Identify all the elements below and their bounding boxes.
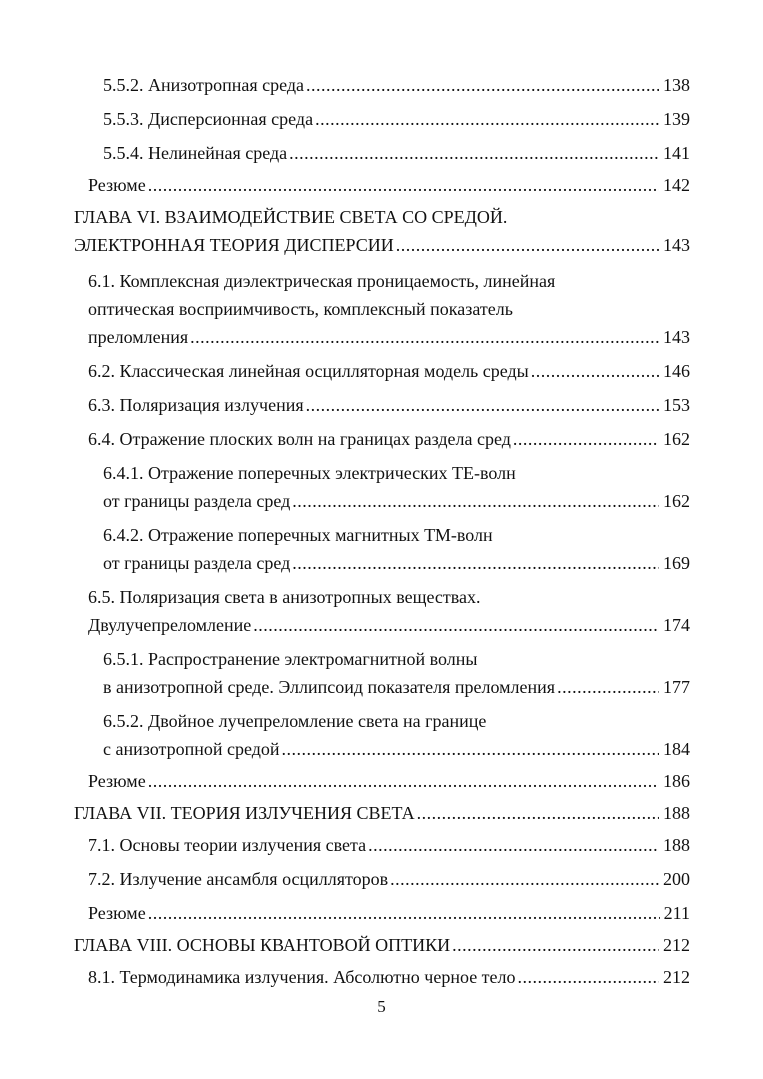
dot-leader bbox=[557, 673, 659, 701]
dot-leader bbox=[368, 831, 659, 859]
dot-leader bbox=[148, 171, 659, 199]
toc-page-number: 212 bbox=[663, 935, 690, 955]
toc-entry-row bbox=[103, 735, 690, 763]
page-number: 5 bbox=[377, 997, 386, 1016]
dot-leader bbox=[253, 611, 659, 639]
toc-page-number: 174 bbox=[663, 615, 690, 635]
toc-entry-title: 7.1. Основы теории излучения света bbox=[88, 835, 367, 855]
toc-entry-title: 5.5.2. Анизотропная среда bbox=[103, 75, 305, 95]
toc-entry bbox=[103, 71, 690, 99]
toc-page-number: 143 bbox=[663, 327, 690, 347]
toc-entry bbox=[88, 425, 690, 453]
table-of-contents bbox=[0, 71, 763, 991]
toc-entry-title: 7.2. Излучение ансамбля осцилляторов bbox=[88, 869, 389, 889]
toc-entry-row bbox=[88, 767, 690, 795]
toc-page-number: 153 bbox=[663, 395, 690, 415]
toc-entry-row bbox=[88, 357, 690, 385]
toc-page-number: 142 bbox=[663, 175, 690, 195]
toc-chapter-entry bbox=[74, 203, 690, 259]
toc-entry-row bbox=[88, 963, 690, 991]
toc-page-number: 200 bbox=[663, 869, 690, 889]
toc-entry-row bbox=[103, 105, 690, 133]
toc-entry-title: 5.5.4. Нелинейная среда bbox=[103, 143, 288, 163]
dot-leader bbox=[148, 899, 660, 927]
toc-entry-row bbox=[74, 931, 690, 959]
toc-entry-title: 5.5.3. Дисперсионная среда bbox=[103, 109, 314, 129]
toc-entry-title: Резюме bbox=[88, 175, 146, 195]
toc-entry-title: 8.1. Термодинамика излучения. Абсолютно черное тело bbox=[88, 967, 516, 987]
toc-entry-title-line: 6.1. Комплексная диэлектрическая проницаемость, линейная bbox=[88, 271, 556, 291]
toc-entry bbox=[103, 707, 690, 763]
dot-leader bbox=[292, 487, 659, 515]
dot-leader bbox=[390, 865, 659, 893]
toc-page-number: 143 bbox=[663, 235, 690, 255]
toc-entry-title-line: оптическая восприимчивость, комплексный показатель bbox=[88, 299, 513, 319]
toc-page-number: 186 bbox=[663, 771, 690, 791]
toc-entry-row bbox=[88, 391, 690, 419]
dot-leader bbox=[513, 425, 659, 453]
toc-entry bbox=[103, 459, 690, 515]
toc-entry bbox=[88, 831, 690, 859]
dot-leader bbox=[518, 963, 659, 991]
toc-entry bbox=[88, 267, 690, 351]
toc-entry-title: от границы раздела сред bbox=[103, 553, 291, 573]
toc-entry bbox=[88, 899, 690, 927]
toc-page-number: 212 bbox=[663, 967, 690, 987]
toc-entry-row bbox=[88, 171, 690, 199]
toc-chapter-entry bbox=[74, 799, 690, 827]
toc-entry-row bbox=[103, 487, 690, 515]
toc-entry-row bbox=[103, 139, 690, 167]
toc-entry bbox=[88, 357, 690, 385]
dot-leader bbox=[148, 767, 659, 795]
toc-page-number: 141 bbox=[663, 143, 690, 163]
toc-entry-title: преломления bbox=[88, 327, 189, 347]
toc-entry-row bbox=[74, 231, 690, 259]
dot-leader bbox=[190, 323, 659, 351]
dot-leader bbox=[417, 799, 659, 827]
toc-entry bbox=[88, 963, 690, 991]
toc-entry bbox=[88, 865, 690, 893]
toc-entry-title: ГЛАВА VII. ТЕОРИЯ ИЗЛУЧЕНИЯ СВЕТА bbox=[74, 803, 415, 823]
toc-page-number: 139 bbox=[663, 109, 690, 129]
dot-leader bbox=[292, 549, 659, 577]
toc-entry bbox=[88, 583, 690, 639]
toc-entry-row bbox=[88, 611, 690, 639]
toc-entry bbox=[103, 105, 690, 133]
toc-entry-title-line: 6.4.1. Отражение поперечных электрических ТЕ-волн bbox=[103, 463, 516, 483]
toc-entry-title: ЭЛЕКТРОННАЯ ТЕОРИЯ ДИСПЕРСИИ bbox=[74, 235, 394, 255]
toc-entry-row bbox=[88, 323, 690, 351]
toc-entry-title: 6.4. Отражение плоских волн на границах раздела сред bbox=[88, 429, 511, 449]
toc-entry-title-line: 6.5.2. Двойное лучепреломление света на границе bbox=[103, 711, 487, 731]
toc-entry-title-line: ГЛАВА VI. ВЗАИМОДЕЙСТВИЕ СВЕТА СО СРЕДОЙ. bbox=[74, 207, 508, 227]
toc-entry-title-line: 6.4.2. Отражение поперечных магнитных ТМ-волн bbox=[103, 525, 493, 545]
toc-entry-title: Резюме bbox=[88, 903, 146, 923]
toc-entry-title: 6.2. Классическая линейная осцилляторная модель среды bbox=[88, 361, 529, 381]
toc-entry bbox=[88, 767, 690, 795]
toc-page-number: 138 bbox=[663, 75, 690, 95]
toc-entry-row bbox=[103, 549, 690, 577]
toc-entry-title: ГЛАВА VIII. ОСНОВЫ КВАНТОВОЙ ОПТИКИ bbox=[74, 935, 451, 955]
toc-page-number: 177 bbox=[663, 677, 690, 697]
toc-entry-row bbox=[103, 673, 690, 701]
toc-entry-row bbox=[88, 865, 690, 893]
toc-entry-title: в анизотропной среде. Эллипсоид показателя преломления bbox=[103, 677, 556, 697]
toc-entry-title-line: 6.5.1. Распространение электромагнитной волны bbox=[103, 649, 478, 669]
toc-entry bbox=[103, 521, 690, 577]
toc-chapter-entry bbox=[74, 931, 690, 959]
dot-leader bbox=[315, 105, 659, 133]
dot-leader bbox=[306, 71, 659, 99]
toc-entry-row bbox=[88, 831, 690, 859]
toc-page-number: 211 bbox=[663, 903, 690, 923]
toc-entry-title: Резюме bbox=[88, 771, 146, 791]
toc-page-number: 184 bbox=[663, 739, 690, 759]
dot-leader bbox=[396, 231, 659, 259]
toc-page-number: 162 bbox=[663, 491, 690, 511]
dot-leader bbox=[452, 931, 659, 959]
dot-leader bbox=[282, 735, 659, 763]
toc-entry bbox=[103, 645, 690, 701]
toc-page-number: 188 bbox=[663, 835, 690, 855]
toc-page-number: 162 bbox=[663, 429, 690, 449]
toc-entry bbox=[88, 391, 690, 419]
toc-entry-row bbox=[88, 425, 690, 453]
toc-entry-title: от границы раздела сред bbox=[103, 491, 291, 511]
dot-leader bbox=[306, 391, 659, 419]
toc-entry-row bbox=[88, 899, 690, 927]
toc-entry bbox=[88, 171, 690, 199]
toc-entry-title: Двулучепреломление bbox=[88, 615, 252, 635]
toc-page-number: 146 bbox=[663, 361, 690, 381]
toc-page-number: 188 bbox=[663, 803, 690, 823]
dot-leader bbox=[531, 357, 659, 385]
dot-leader bbox=[289, 139, 659, 167]
toc-entry-row bbox=[74, 799, 690, 827]
toc-entry bbox=[103, 139, 690, 167]
toc-entry-row bbox=[103, 71, 690, 99]
toc-entry-title-line: 6.5. Поляризация света в анизотропных веществах. bbox=[88, 587, 481, 607]
toc-page-number: 169 bbox=[663, 553, 690, 573]
toc-entry-title: с анизотропной средой bbox=[103, 739, 280, 759]
toc-entry-title: 6.3. Поляризация излучения bbox=[88, 395, 304, 415]
